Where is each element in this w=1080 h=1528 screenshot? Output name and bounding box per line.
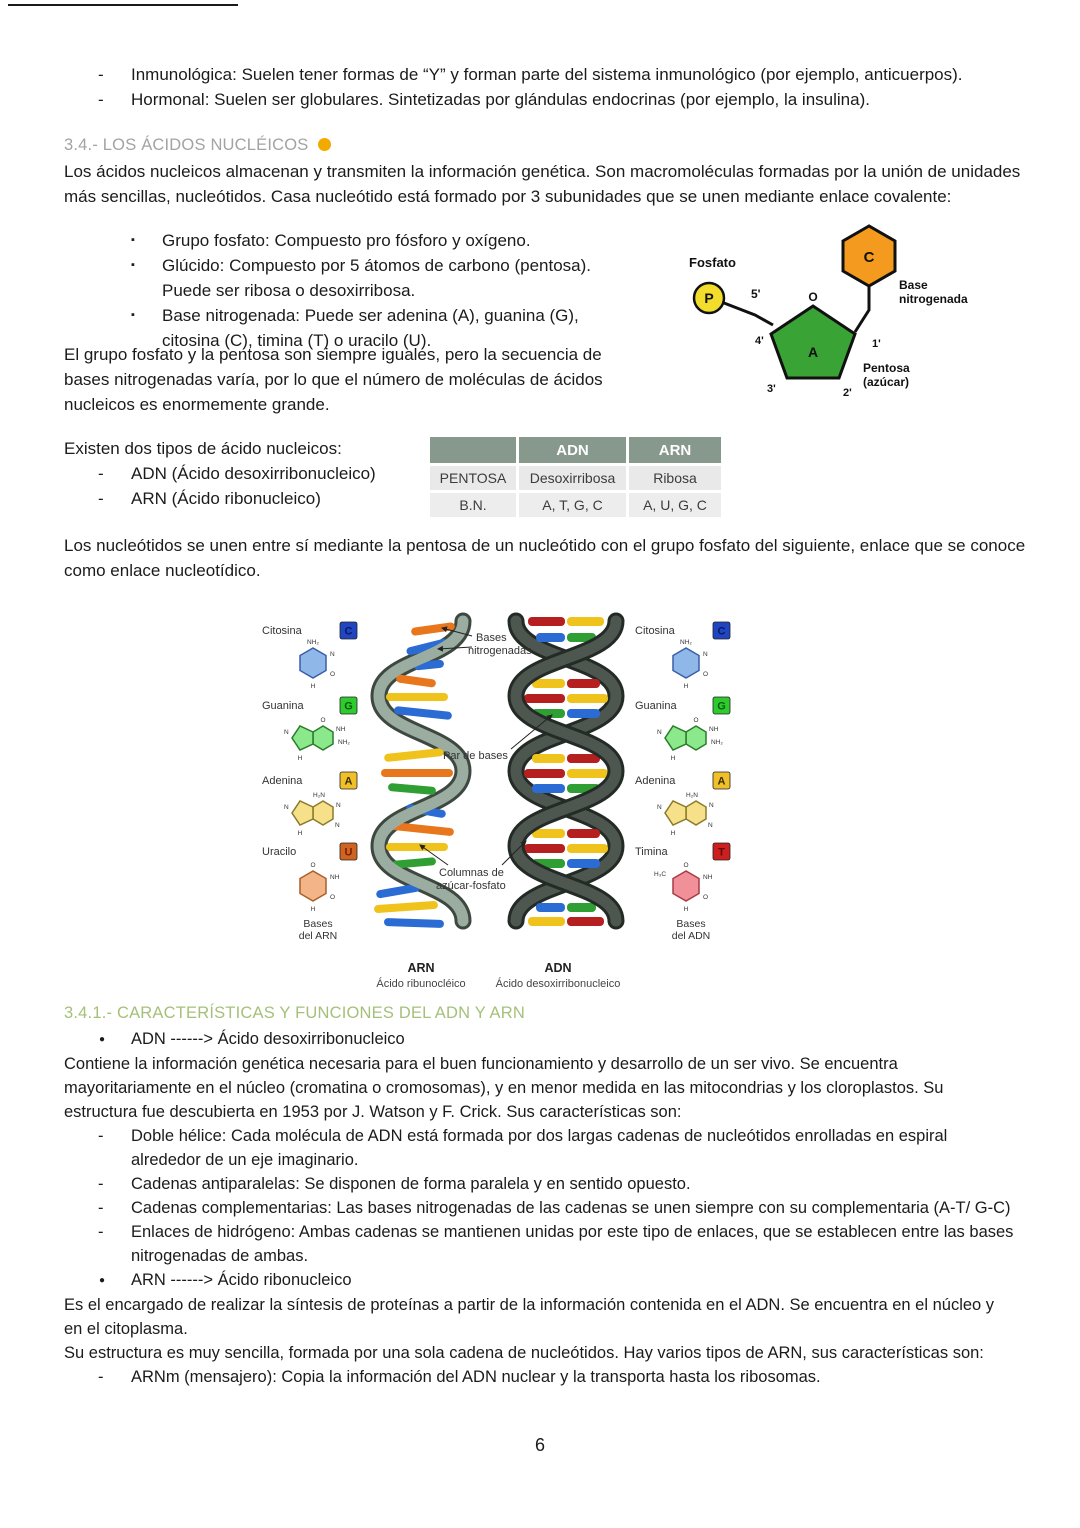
svg-text:H: H — [670, 830, 676, 837]
svg-text:NH₂: NH₂ — [680, 639, 692, 646]
arn-paragraph-2: Su estructura es muy sencilla, formada por una sola cadena de nucleótidos. Hay varios tipos de ARN, sus características son: — [64, 1344, 984, 1362]
svg-text:H₃C: H₃C — [654, 871, 667, 878]
pentose-letter: A — [807, 344, 819, 360]
table-header-cell: ADN — [519, 437, 626, 463]
list-item — [129, 253, 621, 303]
svg-text:U: U — [344, 846, 353, 859]
svg-text:N: N — [709, 802, 714, 809]
ring — [313, 801, 333, 825]
svg-text:NH: NH — [336, 726, 346, 733]
svg-text:O: O — [693, 717, 699, 724]
adn-arn-table — [430, 437, 721, 517]
carbon-1-label: 1' — [872, 338, 881, 350]
base-nitrogenada-label-1: Base — [899, 278, 928, 292]
svg-text:O: O — [310, 862, 316, 869]
adn-paragraph: Contiene la información genética necesaria para el buen funcionamiento y desarrollo de un ser vivo. Se encuentra mayoritariamente en el núcleo (cromatina o cromosomas), y en menor medida en las mitocondrias y los cloroplastos. Su estructura fue descubierta en 1953 por J. Watson y F. Crick. Sus características son: — [64, 1055, 944, 1121]
list-item-text: Cadenas antiparalelas: Se disponen de forma paralela y en sentido opuesto. — [131, 1175, 691, 1193]
ring — [673, 871, 699, 901]
table-cell: A, U, G, C — [629, 493, 721, 517]
scan-edge-line — [8, 4, 238, 6]
svg-text:Guanina: Guanina — [635, 700, 677, 712]
svg-text:N: N — [336, 802, 341, 809]
svg-text:N: N — [284, 804, 289, 811]
svg-text:A: A — [717, 775, 726, 788]
list-item-text: Doble hélice: Cada molécula de ADN está formada por dos largas cadenas de nucleótidos enrolladas en espiral alrededor de un eje imaginario. — [131, 1127, 948, 1169]
bond-pentose-base — [855, 286, 869, 332]
bullet-marker: ● — [99, 1275, 106, 1286]
dna-base-timina — [635, 843, 730, 913]
ring — [686, 726, 706, 750]
left-caption-2: del ARN — [298, 930, 338, 942]
list-item-text: ARN (Ácido ribonucleico) — [131, 489, 321, 508]
dna-base-adenina — [635, 772, 730, 837]
svg-text:N: N — [330, 651, 335, 658]
svg-text:O: O — [320, 717, 326, 724]
table-cell: Desoxirribosa — [519, 466, 626, 490]
table-cell: A, T, G, C — [519, 493, 626, 517]
list-item — [98, 62, 1028, 87]
rna-base-adenina — [262, 772, 357, 837]
list-item — [64, 486, 424, 511]
list-item — [64, 1268, 1016, 1293]
types-intro: Existen dos tipos de ácido nucleicos: — [64, 439, 342, 458]
nucleotide-diagram-svg — [683, 212, 1061, 412]
adn-header: ADN ------> Ácido desoxirribonucleico — [131, 1030, 405, 1048]
svg-text:NH₂: NH₂ — [338, 739, 350, 746]
svg-text:O: O — [703, 894, 709, 901]
dna-rna-diagram — [256, 603, 746, 1003]
dna-base-citosina — [635, 622, 730, 690]
arn-paragraph-1: Es el encargado de realizar la síntesis de proteínas a partir de la información contenida en el ADN. Se encuentra en el núcleo y en el citoplasma. — [64, 1296, 995, 1338]
svg-text:Guanina: Guanina — [262, 700, 304, 712]
adn-caption-title: ADN — [544, 961, 572, 975]
section-3-4-1 — [64, 1001, 1016, 1389]
base-nitrogenada-label-2: nitrogenada — [899, 292, 968, 306]
svg-text:H: H — [297, 830, 303, 837]
ring — [665, 726, 686, 750]
list-item-text: Hormonal: Suelen ser globulares. Sintetizadas por glándulas endocrinas (por ejemplo, la insulina). — [131, 90, 870, 109]
dash-marker: - — [98, 1368, 104, 1386]
ring — [686, 801, 706, 825]
section-title: 3.4.- LOS ÁCIDOS NUCLÉICOS — [64, 136, 309, 154]
svg-text:A: A — [344, 775, 353, 788]
svg-text:O: O — [703, 671, 709, 678]
right-caption-2: del ADN — [671, 930, 711, 942]
label-columnas-1: Columnas de — [439, 867, 504, 879]
phosphate-letter: P — [704, 290, 714, 306]
rna-base-uracilo — [262, 843, 357, 913]
paragraph-note: El grupo fosfato y la pentosa son siempre iguales, pero la secuencia de bases nitrogenadas varía, por lo que el número de moléculas de ácidos nucleicos es enormemente grande. — [64, 345, 603, 414]
dash-marker: - — [98, 1175, 104, 1193]
dash-marker: - — [98, 1223, 104, 1241]
svg-text:NH₂: NH₂ — [711, 739, 723, 746]
svg-text:H₂N: H₂N — [686, 792, 698, 799]
ring — [673, 648, 699, 678]
carbon-2-label: 2' — [843, 387, 852, 399]
ring — [313, 726, 333, 750]
fosfato-label: Fosfato — [689, 255, 736, 270]
svg-text:H: H — [683, 906, 689, 913]
svg-text:NH₂: NH₂ — [307, 639, 319, 646]
svg-text:Citosina: Citosina — [262, 625, 302, 637]
arn-header: ARN ------> Ácido ribonucleico — [131, 1271, 352, 1289]
ring — [300, 871, 326, 901]
svg-text:H: H — [297, 755, 303, 762]
table-header-cell: ARN — [629, 437, 721, 463]
pentosa-label-1: Pentosa — [863, 361, 910, 375]
orange-dot-icon — [318, 138, 331, 151]
square-marker: ▪ — [131, 234, 135, 246]
table-cell: PENTOSA — [430, 466, 516, 490]
svg-text:Citosina: Citosina — [635, 625, 675, 637]
svg-text:H₂N: H₂N — [313, 792, 325, 799]
dna-base-guanina — [635, 697, 730, 762]
page-number: 6 — [534, 1435, 545, 1455]
adn-caption-sub: Ácido desoxirribonucleico — [495, 978, 621, 990]
carbon-4-label: 4' — [755, 335, 764, 347]
list-item-text: Cadenas complementarias: Las bases nitrogenadas de las cadenas se unen siempre con su complementaria (A-T/ G-C) — [131, 1199, 1011, 1217]
svg-text:T: T — [718, 846, 725, 859]
paragraph-intro: Los ácidos nucleicos almacenan y transmiten la información genética. Son macromoléculas formadas por la unión de unidades más sencillas, nucleótidos. Casa nucleótido está formado por 3 subunidades que se unen mediante enlace covalente: — [64, 162, 1021, 206]
carbon-3-label: 3' — [767, 383, 776, 395]
svg-text:Timina: Timina — [635, 846, 668, 858]
svg-text:Uracilo: Uracilo — [262, 846, 297, 858]
subunit-list — [129, 228, 621, 353]
ring — [300, 648, 326, 678]
ring — [665, 801, 686, 825]
svg-text:G: G — [344, 700, 353, 713]
svg-text:N: N — [708, 822, 713, 829]
arn-caption-sub: Ácido ribunocléico — [376, 978, 466, 990]
acid-types-block — [64, 436, 424, 511]
svg-text:H: H — [310, 683, 316, 690]
pentosa-label-2: (azúcar) — [863, 375, 910, 389]
bond-phosphate-pentose — [724, 303, 773, 325]
section-heading-3-4 — [64, 136, 331, 155]
svg-text:G: G — [717, 700, 726, 713]
list-item — [129, 228, 621, 253]
list-item-text: Enlaces de hidrógeno: Ambas cadenas se mantienen unidas por este tipo de enlaces, que se establecen entre las bases nitrogenadas de ambas. — [131, 1223, 1014, 1265]
svg-text:H: H — [670, 755, 676, 762]
svg-text:O: O — [330, 894, 336, 901]
dash-marker: - — [98, 1127, 104, 1145]
label-columnas-2: azúcar-fosfato — [436, 880, 506, 892]
left-caption-1: Bases — [303, 918, 333, 930]
svg-text:N: N — [335, 822, 340, 829]
list-item — [64, 1124, 1016, 1172]
svg-text:N: N — [703, 651, 708, 658]
dna-helix — [516, 617, 616, 926]
svg-text:Adenina: Adenina — [262, 775, 303, 787]
list-item — [64, 1027, 1016, 1052]
svg-text:N: N — [284, 729, 289, 736]
base-letter: C — [863, 249, 875, 266]
list-item-text: ARNm (mensajero): Copia la información del ADN nuclear y la transporta hasta los ribosomas. — [131, 1368, 821, 1386]
svg-text:N: N — [657, 729, 662, 736]
label-par-de-bases: Par de bases — [443, 750, 508, 762]
oxygen-label: O — [808, 290, 818, 304]
svg-text:N: N — [657, 804, 662, 811]
nucleotide-diagram — [683, 212, 1061, 412]
dna-rna-diagram-svg — [256, 603, 746, 1003]
rna-base-guanina — [262, 697, 357, 762]
list-item — [64, 1196, 1016, 1220]
label-bases-nitrogenadas-1: Bases — [476, 632, 507, 644]
dash-marker: - — [98, 489, 104, 508]
dash-marker: - — [98, 1199, 104, 1217]
bullet-marker: ● — [99, 1034, 106, 1045]
svg-text:H: H — [683, 683, 689, 690]
right-caption-1: Bases — [676, 918, 706, 930]
list-item-text: ADN (Ácido desoxirribonucleico) — [131, 464, 376, 483]
svg-text:C: C — [344, 625, 353, 638]
pentose-pentagon — [771, 306, 855, 378]
svg-text:Adenina: Adenina — [635, 775, 676, 787]
square-marker: ▪ — [131, 309, 135, 321]
rna-base-citosina — [262, 622, 357, 690]
table-header-cell — [430, 437, 516, 463]
svg-text:C: C — [717, 625, 726, 638]
table-cell: B.N. — [430, 493, 516, 517]
dash-marker: - — [98, 464, 104, 483]
list-item-text: Base nitrogenada: Puede ser adenina (A), guanina (G), citosina (C), timina (T) o uracilo (U). — [162, 306, 579, 350]
list-item — [98, 87, 1028, 112]
carbon-5-label: 5' — [751, 287, 761, 301]
list-item — [64, 1172, 1016, 1196]
list-item-text: Inmunológica: Suelen tener formas de “Y” y forman parte del sistema inmunológico (por ejemplo, anticuerpos). — [131, 65, 963, 84]
dash-marker: - — [98, 90, 104, 109]
dash-marker: - — [98, 65, 104, 84]
ring — [292, 726, 313, 750]
section-title: 3.4.1.- CARACTERÍSTICAS Y FUNCIONES DEL ADN Y ARN — [64, 1004, 525, 1022]
intro-bullet-list — [98, 62, 1028, 112]
square-marker: ▪ — [131, 259, 135, 271]
svg-text:O: O — [683, 862, 689, 869]
svg-text:H: H — [310, 906, 316, 913]
ring — [292, 801, 313, 825]
list-item — [64, 461, 424, 486]
list-item-text: Grupo fosfato: Compuesto pro fósforo y oxígeno. — [162, 231, 531, 250]
svg-text:NH: NH — [703, 874, 713, 881]
list-item-text: Glúcido: Compuesto por 5 átomos de carbono (pentosa). Puede ser ribosa o desoxirribosa. — [162, 256, 592, 300]
paragraph-linkage: Los nucleótidos se unen entre sí mediante la pentosa de un nucleótido con el grupo fosfato del siguiente, enlace que se conoce como enlace nucleotídico. — [64, 536, 1026, 580]
svg-text:O: O — [330, 671, 336, 678]
svg-text:NH: NH — [709, 726, 719, 733]
table-cell: Ribosa — [629, 466, 721, 490]
label-bases-nitrogenadas-2: nitrogenadas — [468, 645, 532, 657]
svg-text:NH: NH — [330, 874, 340, 881]
arn-caption-title: ARN — [407, 961, 435, 975]
list-item — [64, 1365, 1016, 1389]
list-item — [64, 1220, 1016, 1268]
